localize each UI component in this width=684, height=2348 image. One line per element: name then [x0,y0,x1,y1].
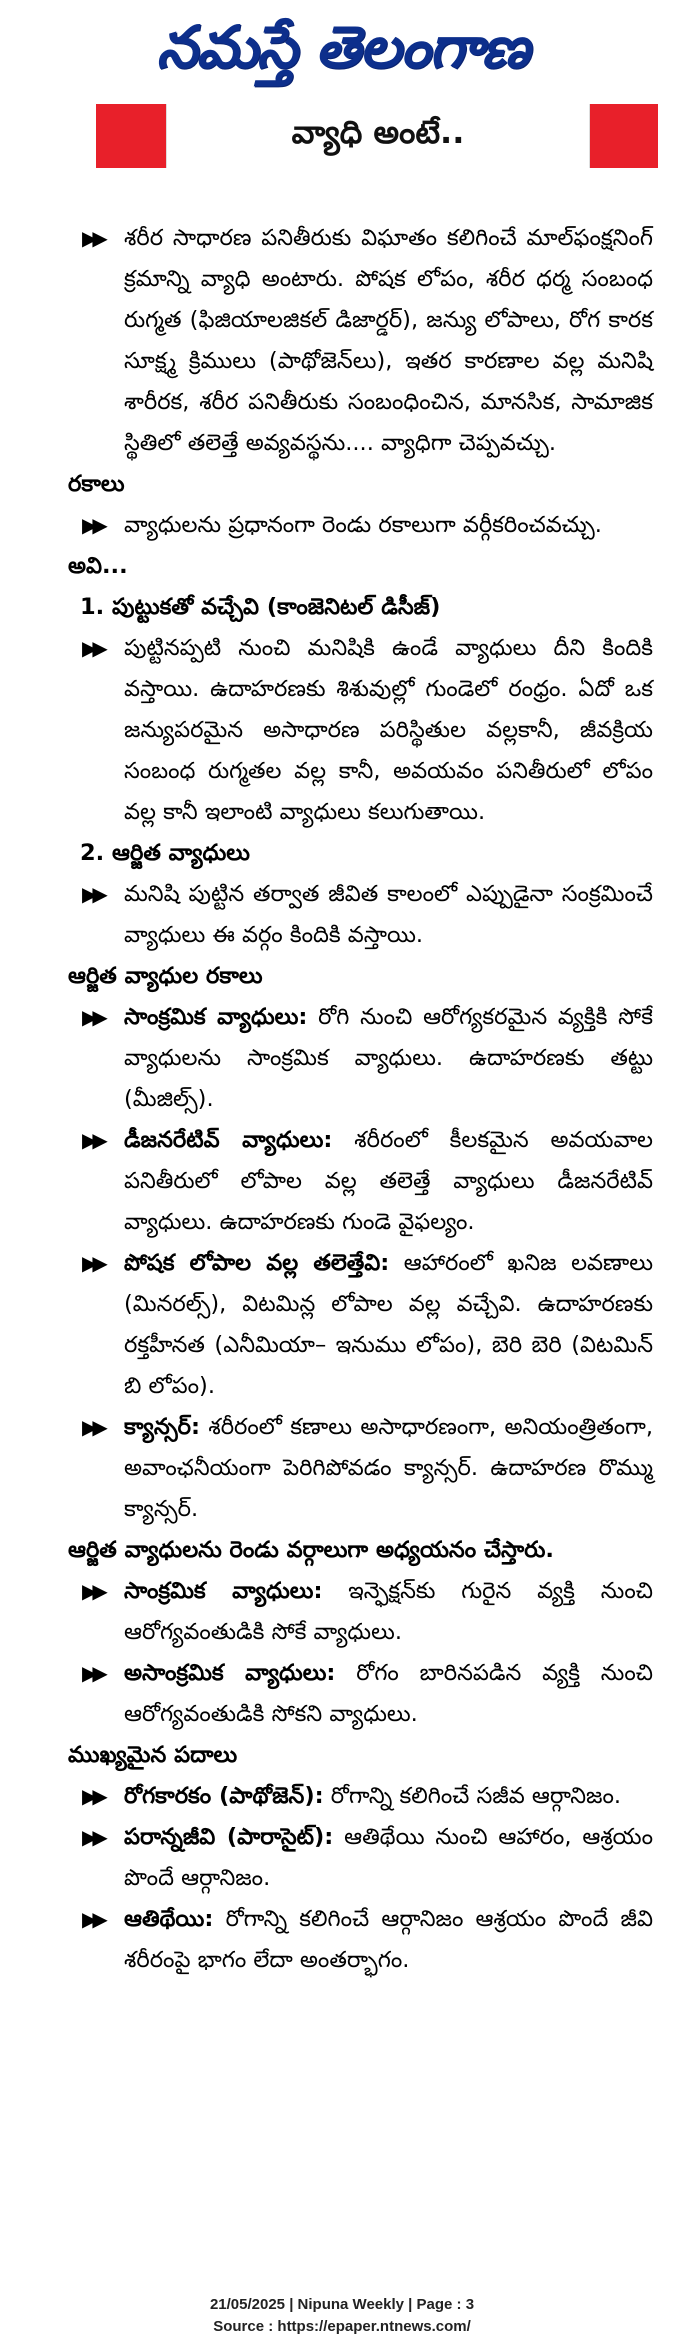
list-item [68,1653,653,1735]
congenital-paragraph [68,628,653,833]
study-heading: ఆర్జిత వ్యాధులను రెండు వర్గాలుగా అధ్యయనం చేస్తారు. [68,1537,554,1563]
item-text: రోగం బారినపడిన వ్యక్తి నుంచి ఆరోగ్యవంతుడికి సోకని వ్యాధులు. [124,1660,653,1727]
intro-text: శరీర సాధారణ పనితీరుకు విఘాతం కలిగించే మాల్‌ఫంక్షనింగ్‌ క్రమాన్ని వ్యాధి అంటారు. పోషక లోపం, శరీర ధర్మ సంబంధ రుగ్మత (ఫిజియాలజికల్‌ డిజార్డర్‌), జన్యు లోపాలు, రోగ కారక సూక్ష్మ క్రిములు (పాథోజెన్‌లు), ఇతర కారణాల వల్ల మనిషి శారీరక, శరీర పనితీరుకు సంబంధించిన, మానసిక, సామాజిక స్థితిలో తలెత్తే అవ్యవస్థను.... వ్యాధిగా చెప్పవచ్చు. [124,225,653,456]
double-arrow-icon: ▶▶ [82,1661,103,1685]
item-label: సాంక్రమిక వ్యాధులు: [124,1578,323,1604]
footer-date-line: 21/05/2025 | Nipuna Weekly | Page : 3 [209,2296,475,2313]
acquired-text: మనిషి పుట్టిన తర్వాత జీవిత కాలంలో ఎప్పుడైనా సంక్రమించే వ్యాధులు ఈ వర్గం కిందికి వస్తాయి. [124,881,653,948]
double-arrow-icon: ▶▶ [82,882,103,906]
footer-source-line: Source : https://epaper.ntnews.com/ [213,2318,471,2335]
double-arrow-icon: ▶▶ [82,1251,103,1275]
item-label: డీజనరేటివ్‌ వ్యాధులు: [124,1127,333,1153]
item-label: పరాన్నజీవి (పారాసైట్‌): [124,1824,334,1850]
page-footer [0,2294,684,2338]
congenital-heading: 1. పుట్టుకతో వచ్చేవి (కాంజెనిటల్‌ డిసీజ్‌) [80,594,441,620]
double-arrow-icon: ▶▶ [82,226,103,250]
double-arrow-icon: ▶▶ [82,1005,103,1029]
types-heading: రకాలు [68,471,125,497]
article-title: వ్యాధి అంటే.. [291,113,465,151]
newspaper-logo: నమస్తే తెలంగాణ [156,13,529,81]
congenital-text: పుట్టినప్పటి నుంచి మనిషికి ఉండే వ్యాధులు దీని కిందికి వస్తాయి. ఉదాహరణకు శిశువుల్లో గుండెలో రంధ్రం. ఏదో ఒక జన్యుపరమైన అసాధారణ పరిస్థితుల వల్లకానీ, జీవక్రియ సంబంధ రుగ్మతల వల్ల కానీ, అవయవం పనితీరులో లోపం వల్ల కానీ ఇలాంటి వ్యాధులు కలుగుతాయి. [124,635,653,825]
list-item [68,1120,653,1243]
item-label: క్యాన్సర్‌: [124,1414,200,1440]
list-item [68,1571,653,1653]
masthead [0,0,684,100]
item-text: శరీరంలో కణాలు అసాధారణంగా, అనియంత్రితంగా, అవాంఛనీయంగా పెరిగిపోవడం క్యాన్సర్‌. ఉదాహరణ రొమ్ము క్యాన్సర్‌. [124,1414,653,1522]
item-label: సాంక్రమిక వ్యాధులు: [124,1004,308,1030]
acquired-paragraph [68,874,653,956]
double-arrow-icon: ▶▶ [82,513,103,537]
item-text: రోగాన్ని కలిగించే ఆర్గానిజం ఆశ్రయం పొందే జీవి శరీరంపై భాగం లేదా అంతర్భాగం. [124,1906,653,1973]
item-text: రోగి నుంచి ఆరోగ్యకరమైన వ్యక్తికి సోకే వ్యాధులను సాంక్రమిక వ్యాధులు. ఉదాహరణకు తట్టు (మీజిల్స్‌). [124,1004,653,1112]
acquired-heading: 2. ఆర్జిత వ్యాధులు [80,840,250,866]
terms-heading: ముఖ్యమైన పదాలు [68,1742,238,1768]
double-arrow-icon: ▶▶ [82,1415,103,1439]
double-arrow-icon: ▶▶ [82,636,103,660]
item-text: ఆహారంలో ఖనిజ లవణాలు (మినరల్స్‌), విటమిన్ల లోపాల వల్ల వచ్చేవి. ఉదాహరణకు రక్తహీనత (ఎనీమియా– ఇనుము లోపం), బెరి బెరి (విటమిన్‌ బి లోపం). [124,1250,653,1399]
article-body [68,218,653,1981]
acquired-types-heading: ఆర్జిత వ్యాధుల రకాలు [68,963,263,989]
double-arrow-icon: ▶▶ [82,1128,103,1152]
item-label: పోషక లోపాల వల్ల తలెత్తేవి: [124,1250,390,1276]
list-item [68,1243,653,1407]
item-text: శరీరంలో కీలకమైన అవయవాల పనితీరులో లోపాల వల్ల తలెత్తే వ్యాధులు డీజనరేటివ్‌ వ్యాధులు. ఉదాహరణకు గుండె వైఫల్యం. [124,1127,653,1235]
double-arrow-icon: ▶▶ [82,1784,103,1808]
item-text: రోగాన్ని కలిగించే సజీవ ఆర్గానిజం. [323,1783,622,1809]
list-item [68,1899,653,1981]
avi-label: అవి... [68,553,128,579]
intro-paragraph [68,218,653,464]
double-arrow-icon: ▶▶ [82,1825,103,1849]
list-item [68,997,653,1120]
item-text: ఆతిథేయి నుంచి ఆహారం, ఆశ్రయం పొందే ఆర్గానిజం. [124,1824,653,1891]
types-paragraph [68,505,653,546]
item-label: రోగకారకం (పాథోజెన్‌): [124,1783,324,1809]
item-label: ఆతిథేయి: [124,1906,214,1932]
list-item [68,1776,653,1817]
list-item [68,1817,653,1899]
types-text: వ్యాధులను ప్రధానంగా రెండు రకాలుగా వర్గీకరించవచ్చు. [124,512,602,538]
title-banner [96,104,658,168]
item-label: అసాంక్రమిక వ్యాధులు: [124,1660,336,1686]
double-arrow-icon: ▶▶ [82,1579,103,1603]
list-item [68,1407,653,1530]
double-arrow-icon: ▶▶ [82,1907,103,1931]
title-box [166,104,590,168]
item-text: ఇన్ఫెక్షన్‌కు గురైన వ్యక్తి నుంచి ఆరోగ్యవంతుడికి సోకే వ్యాధులు. [124,1578,653,1645]
